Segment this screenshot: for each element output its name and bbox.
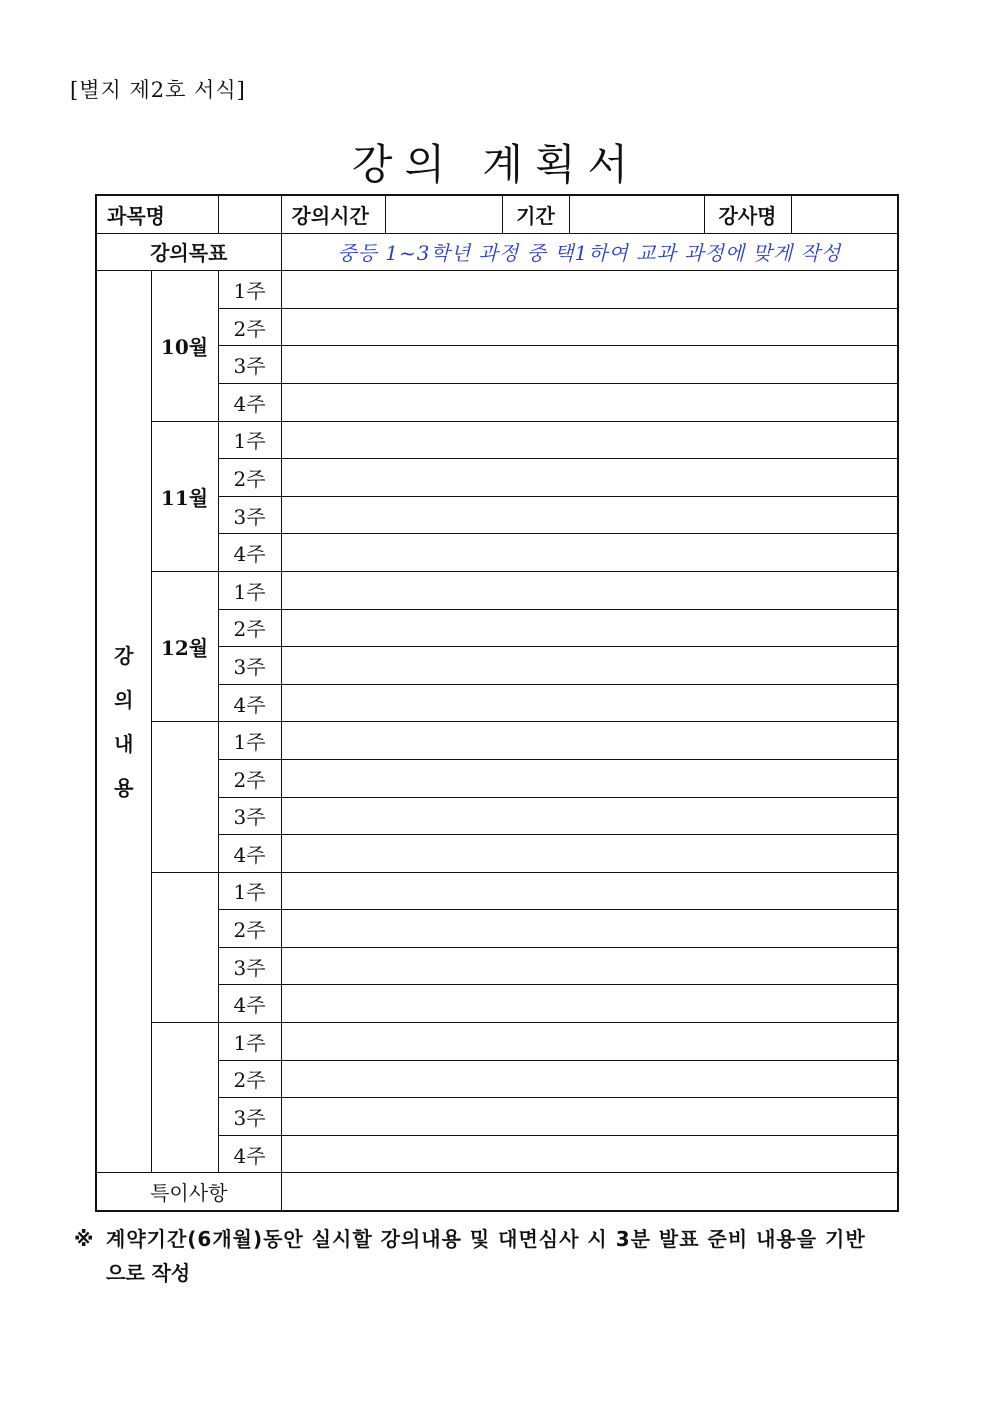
period-field[interactable] [569,195,704,233]
week-label: 3주 [218,496,281,534]
week-content-field[interactable] [281,459,898,497]
form-number: [별지 제2호 서식] [70,78,246,102]
header-row [96,195,898,233]
week-content-field[interactable] [281,383,898,421]
week-content-field[interactable] [281,684,898,722]
week-label: 1주 [218,571,281,609]
week-label: 1주 [218,722,281,760]
lecture-content-label [96,271,151,1173]
week-content-field[interactable] [281,496,898,534]
week-label: 4주 [218,534,281,572]
lecture-time-label: 강의시간 [281,195,385,233]
week-label: 4주 [218,835,281,873]
week-label: 1주 [218,421,281,459]
week-content-field[interactable] [281,421,898,459]
week-row [96,1023,898,1061]
week-content-field[interactable] [281,308,898,346]
week-label: 4주 [218,985,281,1023]
week-content-field[interactable] [281,947,898,985]
week-row [96,872,898,910]
week-label: 3주 [218,1098,281,1136]
period-label: 기간 [502,195,569,233]
week-label: 3주 [218,346,281,384]
week-content-field[interactable] [281,759,898,797]
week-content-field[interactable] [281,1135,898,1173]
week-row [96,271,898,309]
lecture-content-label-char: 내 [114,731,134,756]
month-cell: 11월 [151,421,218,571]
week-content-field[interactable] [281,872,898,910]
instructor-field[interactable] [791,195,898,233]
week-content-field[interactable] [281,271,898,309]
week-row [96,571,898,609]
week-content-field[interactable] [281,985,898,1023]
reference-mark: ※ [74,1227,95,1251]
month-cell: 10월 [151,271,218,421]
week-content-field[interactable] [281,647,898,685]
week-row [96,421,898,459]
month-cell [151,1023,218,1173]
week-label: 3주 [218,947,281,985]
week-label: 3주 [218,647,281,685]
page-title: 강의 계획서 [351,140,641,189]
lecture-plan-table [95,194,899,1212]
week-label: 2주 [218,1060,281,1098]
week-content-field[interactable] [281,835,898,873]
week-label: 2주 [218,910,281,948]
goal-label: 강의목표 [96,233,281,271]
week-label: 1주 [218,872,281,910]
week-row [96,722,898,760]
week-label: 3주 [218,797,281,835]
week-content-field[interactable] [281,571,898,609]
month-cell [151,872,218,1022]
goal-row [96,233,898,271]
footnote-line-2: 으로 작성 [106,1261,191,1285]
week-content-field[interactable] [281,797,898,835]
week-label: 1주 [218,271,281,309]
week-label: 2주 [218,308,281,346]
week-content-field[interactable] [281,722,898,760]
lecture-time-field[interactable] [385,195,502,233]
subject-label: 과목명 [96,195,218,233]
week-label: 1주 [218,1023,281,1061]
week-label: 4주 [218,1135,281,1173]
week-content-field[interactable] [281,534,898,572]
week-content-field[interactable] [281,910,898,948]
footnote [74,1222,924,1290]
week-label: 2주 [218,759,281,797]
month-cell: 12월 [151,571,218,721]
week-content-field[interactable] [281,346,898,384]
instructor-label: 강사명 [704,195,791,233]
week-content-field[interactable] [281,1023,898,1061]
week-label: 4주 [218,684,281,722]
week-label: 2주 [218,609,281,647]
goal-field[interactable]: 중등 1~3학년 과정 중 택1하여 교과 과정에 맞게 작성 [281,233,898,271]
week-content-field[interactable] [281,1098,898,1136]
week-label: 4주 [218,383,281,421]
remarks-field[interactable] [281,1173,898,1211]
footnote-line-1: 계약기간(6개월)동안 실시할 강의내용 및 대면심사 시 3분 발표 준비 내용을 기반 [106,1227,866,1251]
lecture-content-label-char: 용 [114,775,134,800]
remarks-label: 특이사항 [96,1173,281,1211]
subject-field[interactable] [218,195,281,233]
lecture-content-label-char: 강 [114,643,134,668]
month-cell [151,722,218,872]
week-content-field[interactable] [281,609,898,647]
lecture-content-label-char: 의 [114,687,134,712]
remarks-row [96,1173,898,1211]
week-label: 2주 [218,459,281,497]
week-content-field[interactable] [281,1060,898,1098]
